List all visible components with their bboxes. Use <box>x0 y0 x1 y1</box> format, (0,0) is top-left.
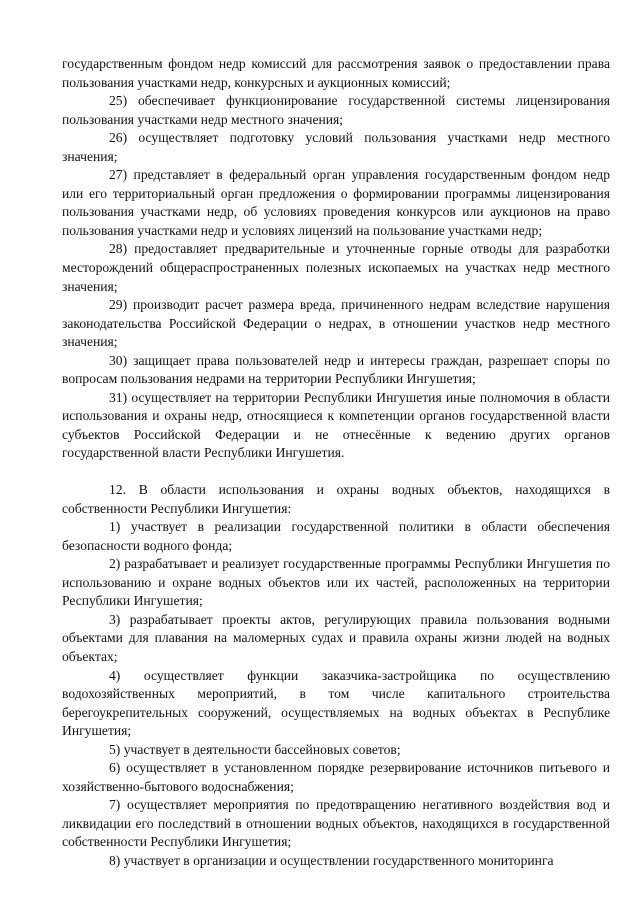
paragraph-item-3: 3) разрабатывает проекты актов, регулирующих правила пользования водными объектами для плавания на маломерных судах и правила охраны жизни людей на водных объектах; <box>62 611 610 664</box>
paragraph-item-26: 26) осуществляет подготовку условий пользования участками недр местного значения; <box>62 130 610 164</box>
paragraph-item-25: 25) обеспечивает функционирование государственной системы лицензирования пользования участками недр местного значения; <box>62 93 610 127</box>
paragraph-continuation: государственным фондом недр комиссий для рассмотрения заявок о предоставлении права пользования участками недр, конкурсных и аукционных комиссий; <box>62 56 610 90</box>
paragraph-item-5: 5) участвует в деятельности бассейновых советов; <box>109 741 401 757</box>
paragraph-item-7: 7) осуществляет мероприятия по предотвращению негативного воздействия вод и ликвидации его последствий в отношении водных объектов, находящихся в государственной собственности Республики Ингушетия; <box>62 797 610 850</box>
paragraph-item-1: 1) участвует в реализации государственной политики в области обеспечения безопасности водного фонда; <box>62 519 610 553</box>
paragraph-item-2: 2) разрабатывает и реализует государственные программы Республики Ингушетия по использованию и охране водных объектов или их частей, расположенных на территории Республики Ингушетия; <box>62 556 610 609</box>
paragraph-item-8: 8) участвует в организации и осуществлении государственного мониторинга <box>109 852 554 868</box>
paragraph-item-31: 31) осуществляет на территории Республики Ингушетия иные полномочия в области использования и охраны недр, относящиеся к компетенции органов государственной власти субъектов Российской Федерации и не отнесённые к ведению других органов государственной власти Республики Ингушетия. <box>62 389 610 461</box>
document-page <box>62 55 610 871</box>
paragraph-item-6: 6) осуществляет в установленном порядке резервирование источников питьевого и хозяйственно-бытового водоснабжения; <box>62 760 610 794</box>
paragraph-item-29: 29) производит расчет размера вреда, причиненного недрам вследствие нарушения законодательства Российской Федерации о недрах, в отношении участков недр местного значения; <box>62 297 610 350</box>
paragraph-item-30: 30) защищает права пользователей недр и интересы граждан, разрешает споры по вопросам пользования недрами на территории Республики Ингушетия; <box>62 352 610 387</box>
paragraph-item-4: 4) осуществляет функции заказчика-застройщика по осуществлению водохозяйственных мероприятий, в том числе капитального строительства берегоукрепительных сооружений, осуществляемых на водных объектах в Республике Ингушетия; <box>62 667 610 739</box>
paragraph-item-28: 28) предоставляет предварительные и уточненные горные отводы для разработки месторождений общераспространенных полезных ископаемых на участках недр местного значения; <box>62 241 610 294</box>
paragraph-gap <box>62 463 610 481</box>
section-12-heading: 12. В области использования и охраны водных объектов, находящихся в собственности Республики Ингушетия: <box>62 482 610 516</box>
paragraph-item-27: 27) представляет в федеральный орган управления государственным фондом недр или его территориальный орган предложения о формировании программы лицензирования пользования участками недр, об условиях проведения конкурсов или аукционов на право пользования участками недр и условиях лицензий на пользование участками недр; <box>62 167 610 238</box>
